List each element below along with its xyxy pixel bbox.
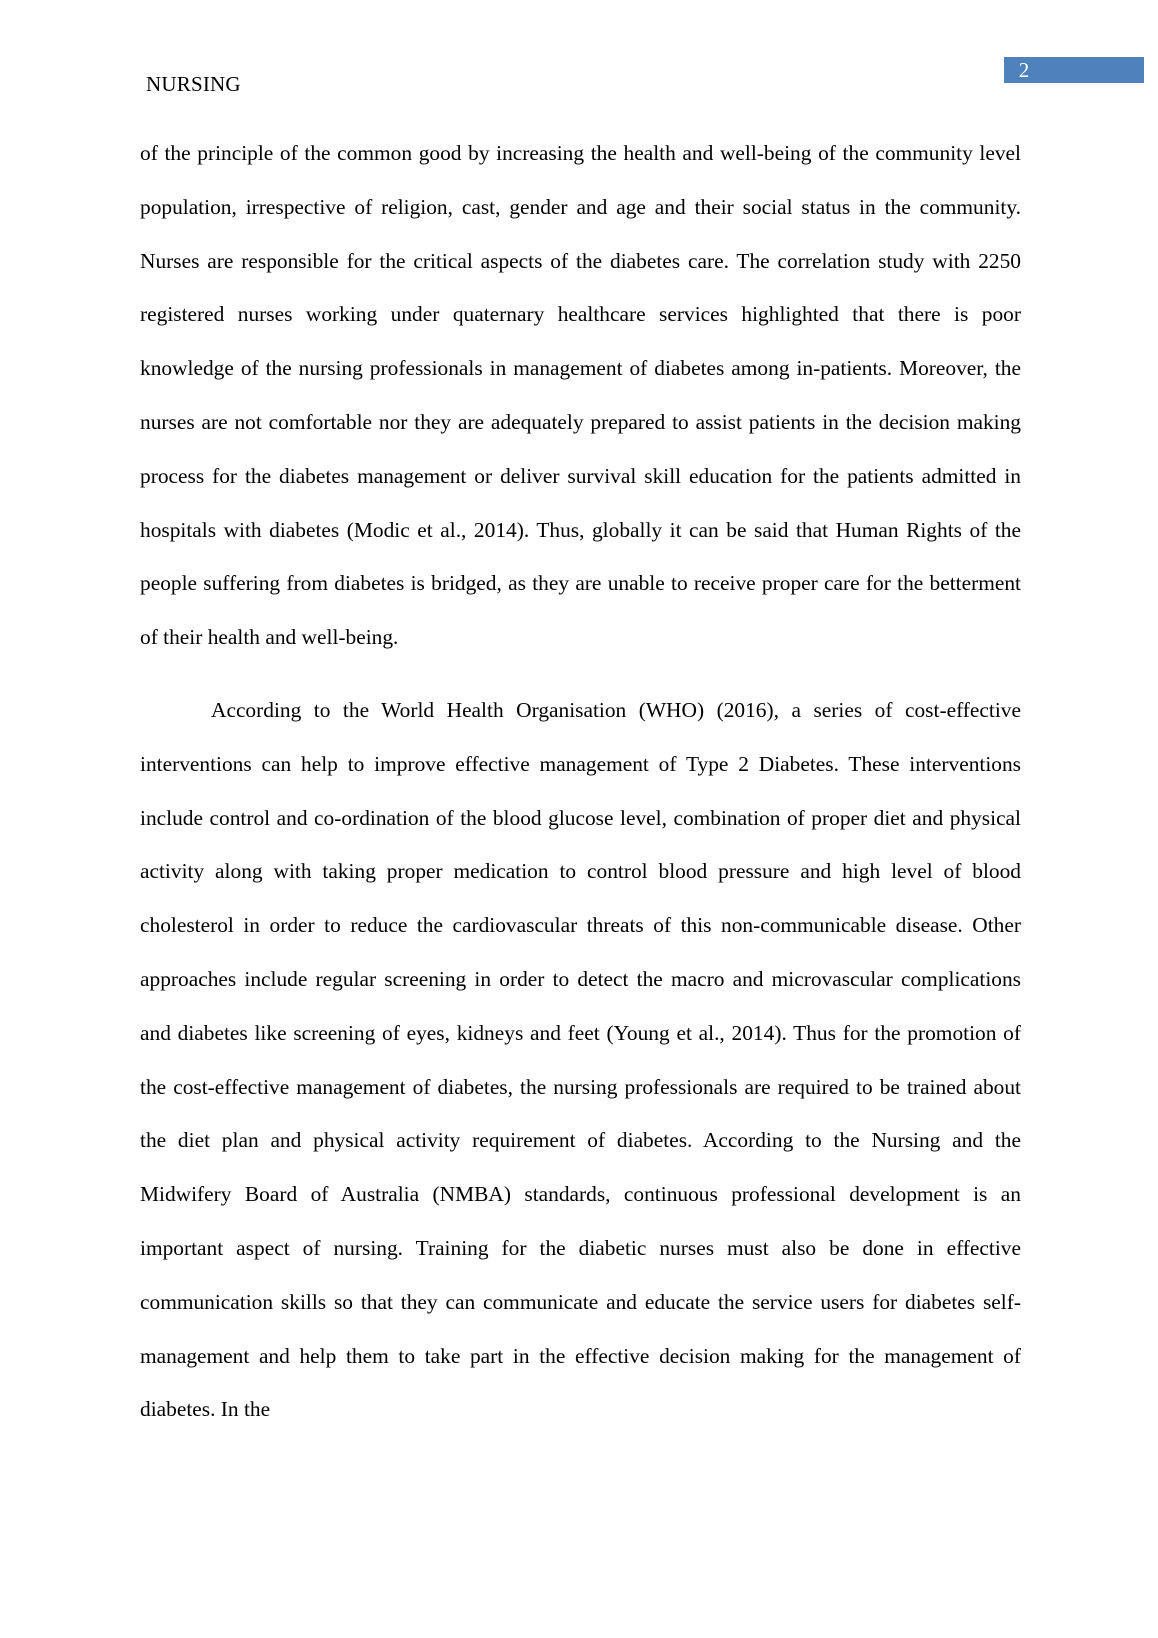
page-number-box: [1004, 57, 1144, 83]
body-text: [140, 127, 1021, 1437]
running-head: NURSING: [146, 72, 241, 96]
paragraph-1: of the principle of the common good by increasing the health and well-being of the community level population, irrespective of religion, cast, gender and age and their social status in the community. Nurses are responsible for the critical aspects of the diabetes care. The correlation study with 2250 registered nurses working under quaternary healthcare services highlighted that there is poor knowledge of the nursing professionals in management of diabetes among in-patients. Moreover, the nurses are not comfortable nor they are adequately prepared to assist patients in the decision making process for the diabetes management or deliver survival skill education for the patients admitted in hospitals with diabetes (Modic et al., 2014). Thus, globally it can be said that Human Rights of the people suffering from diabetes is bridged, as they are unable to receive proper care for the betterment of their health and well-being.: [140, 141, 1021, 650]
page-number: 2: [1018, 58, 1030, 82]
paragraph-2: According to the World Health Organisation (WHO) (2016), a series of cost-effective interventions can help to improve effective management of Type 2 Diabetes. These interventions include control and co-ordination of the blood glucose level, combination of proper diet and physical activity along with taking proper medication to control blood pressure and high level of blood cholesterol in order to reduce the cardiovascular threats of this non-communicable disease. Other approaches include regular screening in order to detect the macro and microvascular complications and diabetes like screening of eyes, kidneys and feet (Young et al., 2014). Thus for the promotion of the cost-effective management of diabetes, the nursing professionals are required to be trained about the diet plan and physical activity requirement of diabetes. According to the Nursing and the Midwifery Board of Australia (NMBA) standards, continuous professional development is an important aspect of nursing. Training for the diabetic nurses must also be done in effective communication skills so that they can communicate and educate the service users for diabetes self-management and help them to take part in the effective decision making for the management of diabetes. In the: [140, 697, 1021, 1422]
